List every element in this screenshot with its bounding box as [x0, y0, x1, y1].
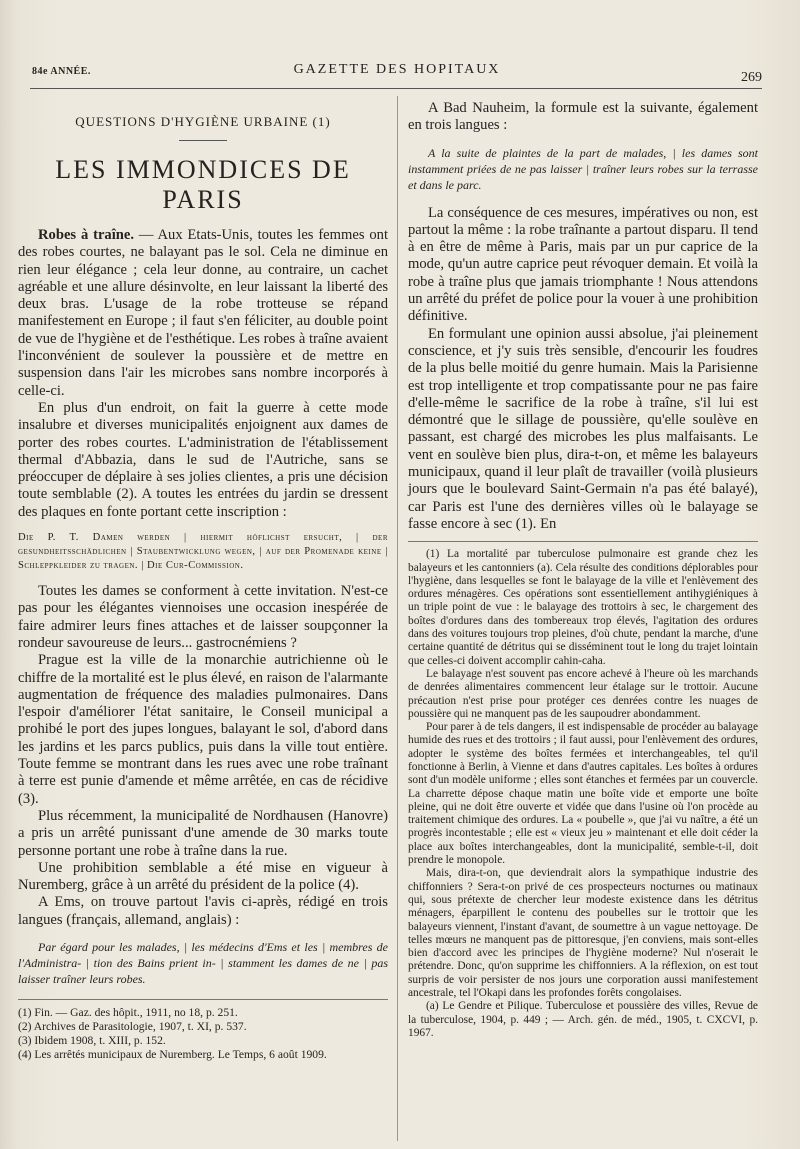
paragraph: En formulant une opinion aussi absolue, j'ai pleinement conscience, et j'y suis très sensible, d'encourir les foudres de la plus belle moitié du genre humain. Mais la Parisienne est trop intelligente et trop compatissante pour ne pas faire d'elle-même le sacrifice de la robe à traîne, s'il lui est démontré que le sillage de poussière, qu'elle soulève en passant, est chargé des microbes les plus malfaisants. Le vent en soulève bien plus, dira-t-on, et même les balayeurs municipaux, quand il leur plaît de travailler (voilà plusieurs jours que le boulevard Saint-Germain n'a pas été balayé), car Paris est l'une des dernières villes où le balayage se fasse encore à sec (1). En [408, 325, 758, 532]
page-number: 269 [741, 70, 762, 85]
right-column [408, 100, 758, 1040]
paragraph: A Bad Nauheim, la formule est la suivante, également en trois langues : [408, 100, 758, 134]
paragraph: A Ems, on trouve partout l'avis ci-après, rédigé en trois langues (français, allemand, anglais) : [18, 894, 388, 928]
paragraph: Toutes les dames se conforment à cette invitation. N'est-ce pas pour les élégantes viennoises une occasion inespérée de faire admirer leurs fines attaches et de laisser soupçonner la rondeur savoureuse de leurs... gastrocnémiens ? [18, 583, 388, 651]
paragraph: Plus récemment, la municipalité de Nordhausen (Hanovre) a pris un arrêté punissant d'une amende de 30 marks toute personne portant une robe à traîne dans la rue. [18, 807, 388, 859]
paragraph: En plus d'un endroit, on fait la guerre à cette mode insalubre et diverses municipalités enjoignent aux dames de porter des robes courtes. L'administration de l'établissement thermal d'Abbazia, dans le sud de l'Autriche, sans se préoccuper de déplaire à ses jolies clientes, a pris une décision toute semblable (2). A toutes les entrées du jardin se dressent des plaques en fonte portant cette inscription : [18, 399, 388, 520]
footnote-reference: (a) Le Gendre et Pilique. Tuberculose et poussière des villes, Revue de la tuberculose, 1904, p. 449 ; — Arch. gén. de méd., 1905, t. CXCVI, p. 1967. [408, 1000, 758, 1039]
footnote: (3) Ibidem 1908, t. XIII, p. 152. [18, 1033, 166, 1047]
footnote-rule [18, 999, 388, 1000]
footnote: (1) Fin. — Gaz. des hôpit., 1911, no 18, p. 251. [18, 1005, 238, 1019]
article-title: LES IMMONDICES DE PARIS [55, 155, 351, 214]
paragraph: Une prohibition semblable a été mise en vigueur à Nuremberg, grâce à un arrêté du président de la police (4). [18, 859, 388, 894]
paragraph-lead: Robes à traîne. [38, 227, 135, 243]
journal-title: GAZETTE DES HOPITAUX [293, 62, 501, 77]
footnote: (2) Archives de Parasitologie, 1907, t. XI, p. 537. [18, 1019, 247, 1033]
paragraph: Prague est la ville de la monarchie autrichienne où le chiffre de la mortalité est le plus élevé, en raison de l'alarmante augmentation de fréquence des maladies pulmonaires. Dans l'espoir d'améliorer l'état sanitaire, le Conseil municipal a prohibé le port des jupes longues, balayant le sol, d'abord dans les jardins et les parcs publics, puis dans la ville tout entière. Toute femme se montrant dans les rues avec une robe traînant à terre est punie d'amende et même arrêtée, en cas de récidive (3). [18, 652, 388, 807]
footnote-rule [408, 541, 758, 542]
footnote: Le balayage n'est souvent pas encore achevé à l'heure où les marchands de denrées alimentaires commencent leur étalage sur le trottoir. Aucune précaution n'est prise pour protéger ces denrées contre les nuages de poussière qui ne manquent pas de les saupoudrer abondamment. [408, 667, 758, 720]
footnote: Mais, dira-t-on, que deviendrait alors la sympathique industrie des chiffonniers ? Sera-t-on privé de ces prospecteurs nocturnes ou matinaux qui, sous prétexte de chercher leur modeste existence dans les détritus ménagers, éparpillent le contenu des poubelles sur le trottoir que les balayeurs viennent, l'instant d'avant, de soumettre à un vague nettoyage. De telles mœurs ne manquent pas de pittoresque, j'en conviens, mais sont-elles bien d'accord avec les principes de l'hygiène moderne? Nul n'oserait le prétendre. Donc, qu'on supprime les chiffonniers. A la réflexion, on est tout surpris de voir persister de nos jours une corporation aussi manifestement ancestrale, tel l'Okapi dans les profondes forêts congolaises. [408, 867, 758, 1000]
left-column [18, 100, 388, 1062]
paragraph-text: — Aux Etats-Unis, toutes les femmes ont des robes courtes, ne balayant pas le sol. Cela ne diminue en rien leur élégance ; cela leur donne, au contraire, un cachet agréable et une allure désinvolte, en leur laissant la liberté des deux bras. L'usage de la robe trotteuse se répand manifestement en Europe ; il faut s'en féliciter, au double point de vue de l'hygiène et de l'esthétique. Les robes à traîne avaient l'inconvénient de soulever la poussière et de mettre en suspension dans l'air les microbes sans nombre incorporés à celle-ci. [18, 227, 389, 399]
column-divider [397, 96, 398, 1141]
paragraph: La conséquence de ces mesures, impératives ou non, est partout la même : la robe traînante a partout disparu. Il tend à en être de même à Paris, mais par un pur caprice de la mode, qu'un autre caprice peut révoquer demain. Et voilà la robe à traîne plus que jamais triomphante ! Nous attendons un arrêté du préfet de police pour la vouer à une prohibition définitive. [408, 204, 758, 325]
footnote: (1) La mortalité par tuberculose pulmonaire est grande chez les balayeurs et les cantonniers (a). Cela résulte des conditions déplorables pour l'hygiène, dans lesquelles se font le balayage de la ville et l'enlèvement des ordures ménagères. Ces opérations sont essentiellement antihygiéniques à un triple point de vue : le balayage des trottoirs à sec, le chargement des boîtes d'ordures dans des tombereaux trop élevés, l'agitation des ordures dans des voitures toujours trop pleines, d'où chute, pendant la marche, d'une certaine quantité de détritus qui se disséminent tout le long du trajet lointain que celles-ci doivent accomplir cahin-caha. [408, 548, 758, 667]
footnote: (4) Les arrêtés municipaux de Nuremberg. Le Temps, 6 août 1909. [18, 1047, 327, 1061]
title-rule [179, 140, 227, 141]
page-header [32, 62, 762, 84]
paragraph [18, 227, 388, 400]
nauheim-notice-quote: A la suite de plaintes de la part de malades, | les dames sont instamment priées de ne pas laisser | traîner leurs robes sur la terrasse et dans le parc. [408, 145, 758, 192]
inscription-quote: Die P. T. Damen werden | hiermit höflichst ersucht, | der gesundheitsschädlichen | Staubentwicklung wegen, | auf der Promenade keine | Schleppkleider zu tragen. | Die Cur-Commission. [18, 532, 388, 572]
header-rule [30, 88, 762, 89]
footnote: Pour parer à de tels dangers, il est indispensable de procéder au balayage humide des rues et des trottoirs ; il faut aussi, pour l'enlèvement des ordures, adopter le système des boîtes fermées et interchangeables, tel qu'il fonctionne à Berlin, à Vienne et dans d'autres capitales. Les boîtes à ordures sont d'un modèle uniforme ; elles sont étanches et fermées par un couvercle. La charrette dépose chaque matin une boîte vide et emporte une boîte pleine, qui ne doit être ouverte et vidée que dans l'usine où l'on procède au traitement chimique des ordures. La « poubelle », que j'ai vu naître, a été un progrès incontestable ; elle est « vieux jeu » maintenant et elle doit céder la place aux boîtes interchangeables, dont la municipalité, semble-t-il, doit prendre le monopole. [408, 721, 758, 867]
ems-notice-quote: Par égard pour les malades, | les médecins d'Ems et les | membres de l'Administra- | tion des Bains prient in- | stamment les dames de ne | pas laisser traîner leurs robes. [18, 939, 388, 986]
section-heading: QUESTIONS D'HYGIÈNE URBAINE (1) [75, 114, 331, 129]
volume-label: 84e ANNÉE. [32, 66, 91, 77]
